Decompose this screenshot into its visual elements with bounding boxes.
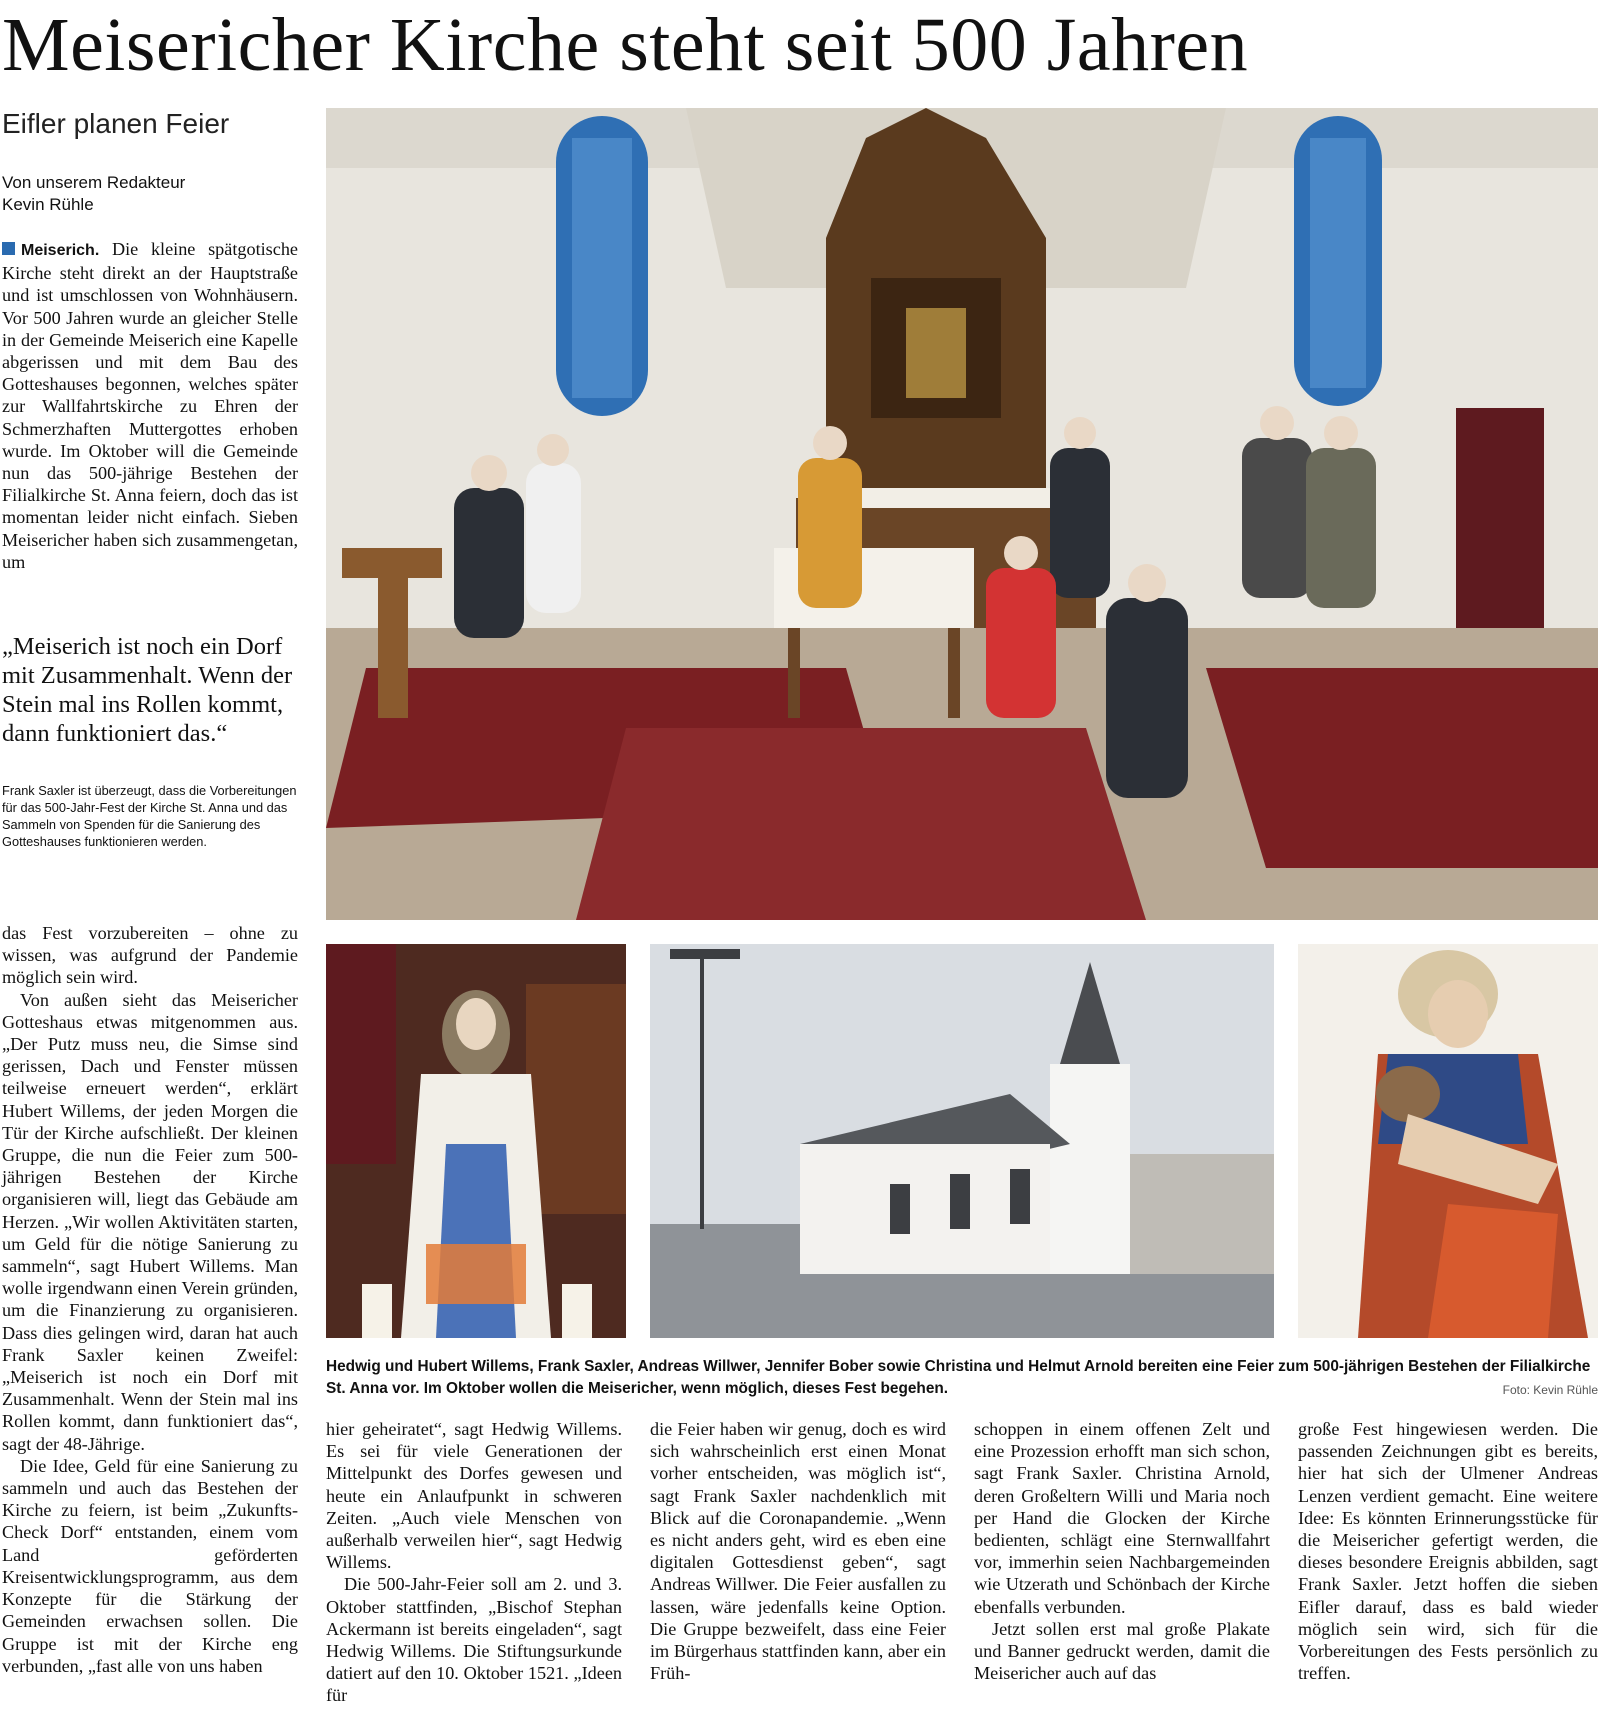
article-column-5 <box>1298 1418 1598 1684</box>
byline <box>2 172 185 216</box>
subheadline: Eifler planen Feier <box>2 108 230 139</box>
dateline-location: Meiserich. <box>21 242 100 259</box>
photo-church-interior <box>326 108 1598 920</box>
headline: Meisericher Kirche steht seit 500 Jahren <box>2 3 1249 87</box>
pull-quote-caption: Frank Saxler ist überzeugt, dass die Vorbereitungen für das 500-Jahr-Fest der Kirche St. Anna und das Sammeln von Spenden für die Sanierung des Gotteshauses funktionieren werden. <box>2 783 297 849</box>
paragraph: schoppen in einem offenen Zelt und eine Prozession erhofft man sich schon, sagt Frank Saxler. Christina Arnold, deren Großeltern Willi und Maria noch per Hand die Glocken der Kirche bedienten, schlägt eine Sternwallfahrt vor, immerhin seien Nachbargemeinden wie Utzerath und Schönbach der Kirche ebenfalls verbunden. <box>974 1419 1270 1617</box>
article-column-2 <box>326 1418 622 1707</box>
photo-pieta-statue <box>1298 944 1598 1338</box>
photo-caption: Hedwig und Hubert Willems, Frank Saxler, Andreas Willwer, Jennifer Bober sowie Christina und Helmut Arnold bereiten eine Feier zum 500-jährigen Bestehen der Filialkirche St. Anna vor. Im Oktober wollen die Meisericher, wenn möglich, dieses Fest begehen. <box>326 1358 1591 1397</box>
paragraph: große Fest hingewiesen werden. Die passenden Zeichnungen gibt es bereits, hier hat sich der Ulmener Andreas Lenzen verdient gemacht. Eine weitere Idee: Es könnten Erinnerungsstücke für die Meisericher gefertigt werden, die dieses besondere Ereignis abbilden, sagt Frank Saxler. Jetzt hoffen die sieben Eifler darauf, dass es bald wieder möglich sein wird, sich für die Vorbereitungen des Fests persönlich zu treffen. <box>1298 1419 1598 1684</box>
paragraph: Die 500-Jahr-Feier soll am 2. und 3. Oktober stattfinden, „Bischof Stephan Ackermann ist bereits eingeladen“, sagt Hedwig Willems. Die Stiftungsurkunde datiert auf den 10. Oktober 1521. „Ideen für <box>326 1574 622 1706</box>
byline-author: Kevin Rühle <box>2 195 94 214</box>
paragraph: Die Idee, Geld für eine Sanierung zu sammeln und auch das Bestehen der Kirche zu feiern, ist beim „Zukunfts-Check Dorf“ entstanden, einem vom Land geförderten Kreisentwicklungsprogramm, aus dem Konzepte für die Stärkung der Gemeinden erwachsen sollen. Die Gruppe ist mit der Kirche eng verbunden, „fast alle von uns haben <box>2 1455 298 1676</box>
paragraph: das Fest vorzubereiten – ohne zu wissen, was aufgrund der Pandemie möglich sein wird. <box>2 923 298 988</box>
photo-madonna-statue <box>326 944 626 1338</box>
pull-quote: „Meiserich ist noch ein Dorf mit Zusammenhalt. Wenn der Stein mal ins Rollen kommt, dann funktioniert das.“ <box>2 633 293 747</box>
paragraph: Jetzt sollen erst mal große Plakate und Banner gedruckt werden, damit die Meisericher auch auf das <box>974 1618 1270 1684</box>
article-column-3 <box>650 1418 946 1684</box>
article-column-4 <box>974 1418 1270 1684</box>
article-column-1-bottom <box>2 922 298 1677</box>
lead-paragraph: Die kleine spätgotische Kirche steht direkt an der Hauptstraße und ist umschlossen von Wohnhäusern. Vor 500 Jahren wurde an gleicher Stelle in der Gemeinde Meiserich eine Kapelle abgerissen und mit dem Bau des Gotteshauses begonnen, welches später zur Wallfahrtskirche zu Ehren der Schmerzhaften Muttergottes erhoben wurde. Im Oktober will die Gemeinde nun das 500-jährige Bestehen der Filialkirche St. Anna feiern, doch das ist momentan leider nicht einfach. Sieben Meisericher haben sich zusammengetan, um <box>2 239 298 572</box>
photo-church-exterior <box>650 944 1274 1338</box>
photo-credit: Foto: Kevin Rühle <box>1502 1383 1598 1397</box>
paragraph: Von außen sieht das Meisericher Gotteshaus etwas mitgenommen aus. „Der Putz muss neu, die Simse sind gerissen, Dach und Fenster müssen teilweise erneuert werden“, erklärt Hubert Willems, der jeden Morgen die Tür der Kirche aufschließt. Der kleinen Gruppe, die nun die Feier zum 500-jährigen Bestehen der Kirche organisieren will, liegt das Gebäude am Herzen. „Wir wollen Aktivitäten starten, um Geld für die nötige Sanierung zu sammeln“, sagt Hubert Willems. Man wolle irgendwann einen Verein gründen, um die Finanzierung zu organisieren. Dass dies gelingen wird, daran hat auch Frank Saxler keinen Zweifel: „Meiserich ist noch ein Dorf mit Zusammenhalt. Wenn der Stein mal ins Rollen kommt, dann funktioniert das“, sagt der 48-Jährige. <box>2 989 298 1454</box>
location-marker <box>2 242 15 255</box>
byline-line-1: Von unserem Redakteur <box>2 173 186 192</box>
paragraph: die Feier haben wir genug, doch es wird sich wahrscheinlich erst einen Monat vorher entscheiden, was möglich ist“, sagt Frank Saxler nachdenklich mit Blick auf die Coronapandemie. „Wenn es nicht anders geht, wird es eben eine digitalen Gottesdienst geben“, sagt Andreas Willwer. Die Feier ausfallen zu lassen, wäre jedenfalls keine Option. Die Gruppe bezweifelt, dass eine Feier im Bürgerhaus stattfinden kann, aber ein Früh- <box>650 1419 946 1684</box>
paragraph: hier geheiratet“, sagt Hedwig Willems. Es sei für viele Generationen der Mittelpunkt des Dorfes gewesen und heute ein Anlaufpunkt in schweren Zeiten. „Auch viele Menschen von außerhalb verweilen hier“, sagt Hedwig Willems. <box>326 1419 622 1573</box>
article-column-1-top <box>2 238 298 573</box>
